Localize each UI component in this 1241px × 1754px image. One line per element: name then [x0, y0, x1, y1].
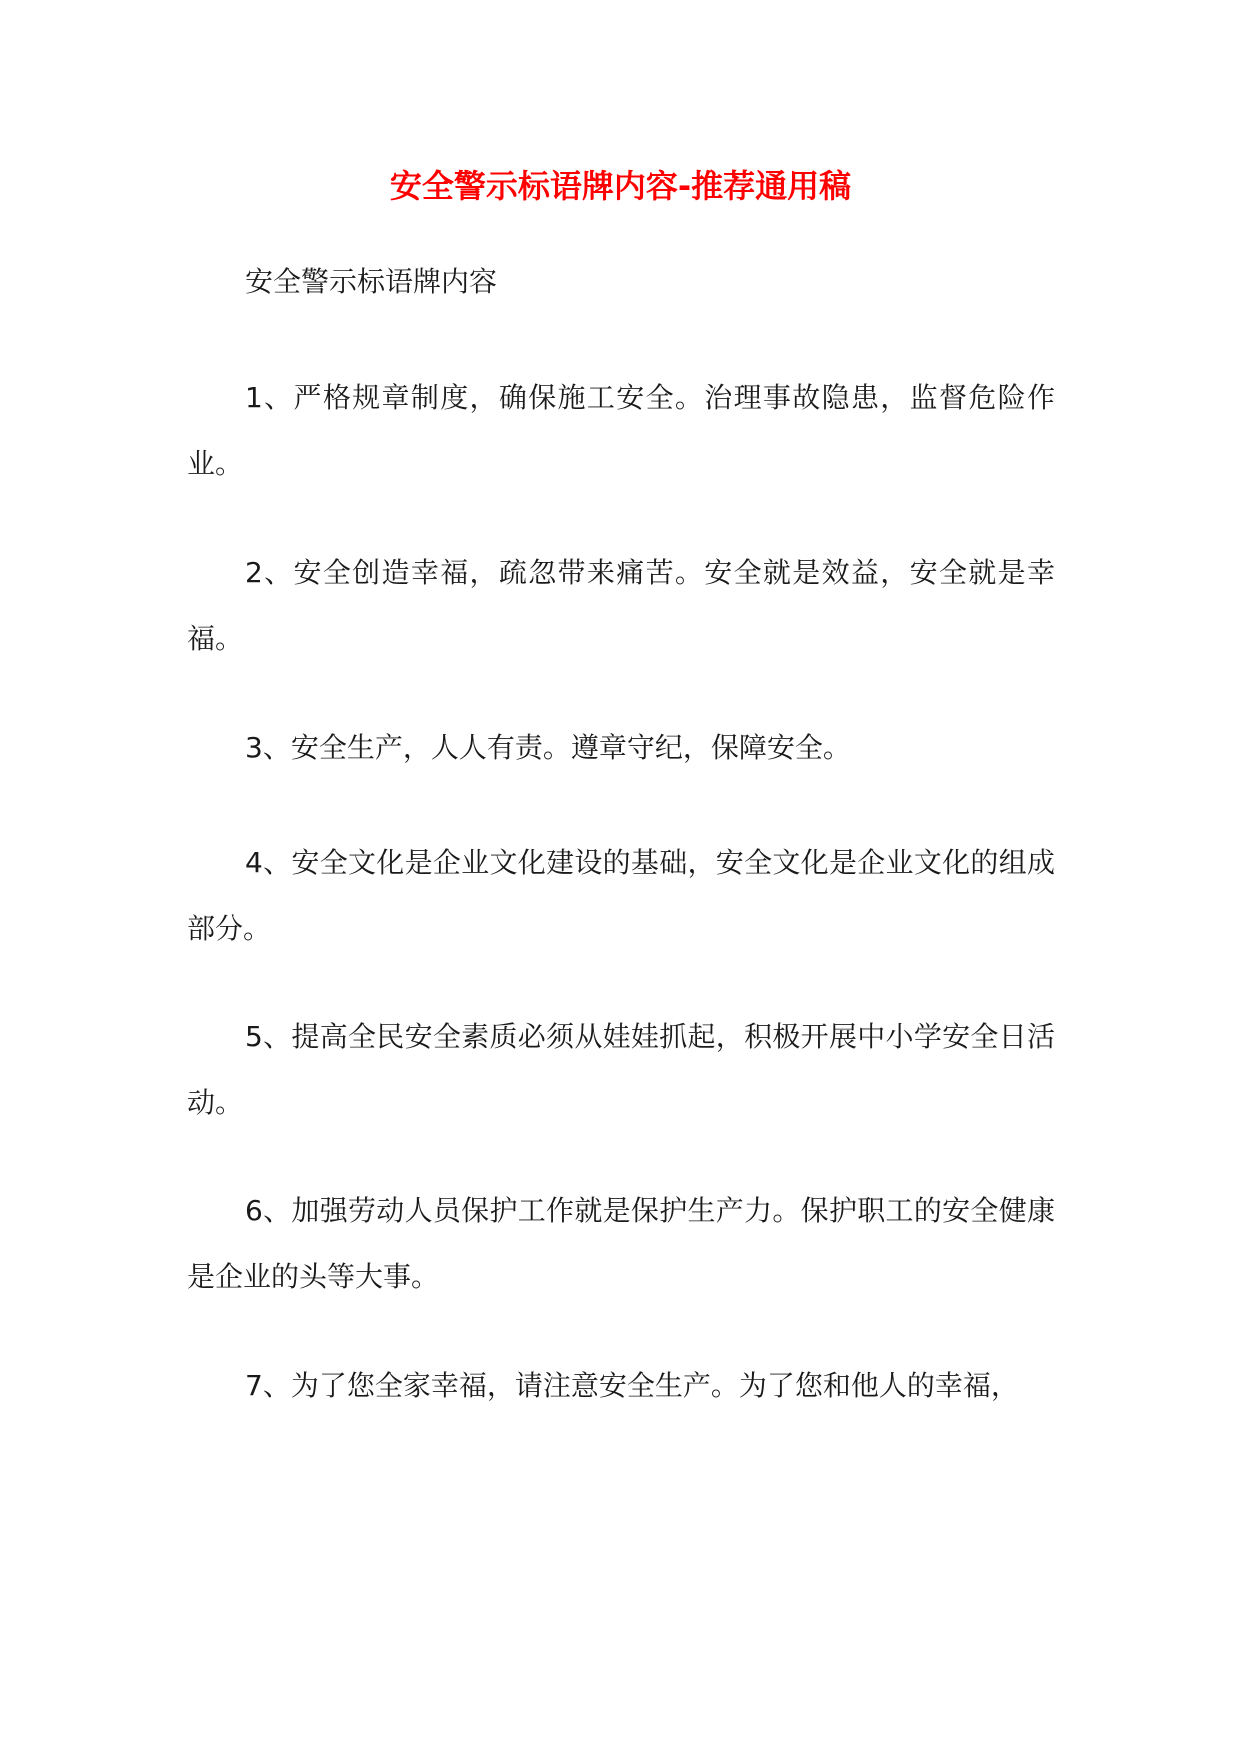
list-item: 1、严格规章制度，确保施工安全。治理事故隐患，监督危险作业。: [187, 381, 1055, 480]
list-item: 3、安全生产，人人有责。遵章守纪，保障安全。: [245, 731, 851, 764]
document-title: 安全警示标语牌内容-推荐通用稿: [389, 167, 852, 205]
list-item: 5、提高全民安全素质必须从娃娃抓起，积极开展中小学安全日活动。: [187, 1020, 1055, 1119]
list-item: 4、安全文化是企业文化建设的基础，安全文化是企业文化的组成部分。: [187, 846, 1055, 945]
section-heading: 安全警示标语牌内容: [245, 265, 498, 298]
list-item: 6、加强劳动人员保护工作就是保护生产力。保护职工的安全健康是企业的头等大事。: [187, 1194, 1055, 1293]
list-item: 2、安全创造幸福，疏忽带来痛苦。安全就是效益，安全就是幸福。: [187, 556, 1055, 655]
list-item: 7、为了您全家幸福，请注意安全生产。为了您和他人的幸福，: [245, 1369, 1019, 1402]
